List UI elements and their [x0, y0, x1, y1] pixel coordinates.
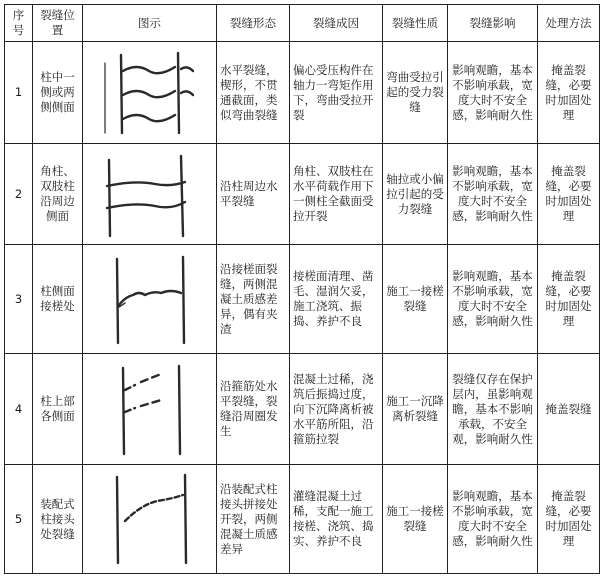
row-number: 1 — [5, 42, 33, 144]
crack-position: 柱中一侧或两侧侧面 — [33, 42, 83, 144]
crack-nature: 轴拉或小偏拉引起的受力裂缝 — [383, 144, 448, 245]
column-side-cracks-drawing — [95, 49, 205, 137]
crack-treatment: 掩盖裂缝，必要时加固处理 — [538, 245, 600, 354]
crack-impact: 影响观瞻，基本不影响承载，宽度大时不安全感，影响耐久性 — [448, 42, 538, 144]
crack-cause: 接槎面清理、凿毛、湿润欠妥，施工浇筑、振捣、养护不良 — [290, 245, 383, 354]
table-row — [5, 144, 600, 245]
header-shape: 裂缝形态 — [217, 5, 290, 42]
crack-table — [4, 4, 600, 574]
settlement-cracks-drawing — [95, 360, 205, 458]
crack-nature: 施工一接槎裂缝 — [383, 465, 448, 574]
crack-nature: 施工一接槎裂缝 — [383, 245, 448, 354]
crack-cause: 偏心受压构件在轴力一弯矩作用下，弯曲受拉开裂 — [290, 42, 383, 144]
header-no: 序号 — [5, 5, 33, 42]
header-row — [5, 5, 600, 42]
crack-treatment: 掩盖裂缝，必要时加固处理 — [538, 465, 600, 574]
table-row — [5, 465, 600, 574]
crack-shape: 沿箍筋处水平裂缝，裂缝沿周圈发生 — [217, 354, 290, 465]
crack-position: 柱上部各侧面 — [33, 354, 83, 465]
row-number: 5 — [5, 465, 33, 574]
crack-cause: 灌缝混凝土过稀，支配一施工接槎、浇筑、捣实、养护不良 — [290, 465, 383, 574]
crack-position: 柱侧面接槎处 — [33, 245, 83, 354]
crack-treatment: 掩盖裂缝 — [538, 354, 600, 465]
perimeter-cracks-drawing — [95, 150, 205, 238]
crack-position: 装配式柱接头处裂缝 — [33, 465, 83, 574]
crack-shape: 水平裂缝，楔形，不贯通截面，类似弯曲裂缝 — [217, 42, 290, 144]
table-row — [5, 42, 600, 144]
crack-shape: 沿接槎面裂缝，两侧混凝土质感差异，偶有夹渣 — [217, 245, 290, 354]
crack-position: 角柱、双肢柱沿周边侧面 — [33, 144, 83, 245]
header-treatment: 处理方法 — [538, 5, 600, 42]
crack-cause: 混凝土过稀，浇筑后振捣过度，向下沉降离析被水平筋所阻，沿箍筋拉裂 — [290, 354, 383, 465]
crack-impact: 裂缝仅存在保护层内，虽影响观瞻，基本不影响承载，不安全观，影响耐久性 — [448, 354, 538, 465]
crack-figure — [83, 354, 217, 465]
crack-figure — [83, 465, 217, 574]
precast-joint-crack-drawing — [95, 471, 205, 567]
crack-figure — [83, 245, 217, 354]
crack-cause: 角柱、双肢柱在水平荷载作用下一侧柱全截面受拉开裂 — [290, 144, 383, 245]
row-number: 4 — [5, 354, 33, 465]
table-row — [5, 245, 600, 354]
crack-shape: 沿装配式柱接头拼接处开裂，两侧混凝土质感差异 — [217, 465, 290, 574]
crack-impact: 影响观瞻，基本不影响承载，宽度大时不安全感，影响耐久性 — [448, 465, 538, 574]
crack-shape: 沿柱周边水平裂缝 — [217, 144, 290, 245]
row-number: 2 — [5, 144, 33, 245]
crack-nature: 施工一沉降离析裂缝 — [383, 354, 448, 465]
crack-figure — [83, 42, 217, 144]
crack-nature: 弯曲受拉引起的受力裂缝 — [383, 42, 448, 144]
crack-impact: 影响观瞻，基本不影响承载，宽度大时不安全感，影响耐久性 — [448, 245, 538, 354]
crack-impact: 影响观瞻，基本不影响承载，宽度大时不安全感，影响耐久性 — [448, 144, 538, 245]
crack-treatment: 掩盖裂缝，必要时加固处理 — [538, 144, 600, 245]
table-row — [5, 354, 600, 465]
crack-figure — [83, 144, 217, 245]
row-number: 3 — [5, 245, 33, 354]
header-impact: 裂缝影响 — [448, 5, 538, 42]
header-position: 裂缝位置 — [33, 5, 83, 42]
header-figure: 图示 — [83, 5, 217, 42]
joint-crack-drawing — [95, 251, 205, 347]
header-cause: 裂缝成因 — [290, 5, 383, 42]
crack-treatment: 掩盖裂缝，必要时加固处理 — [538, 42, 600, 144]
header-nature: 裂缝性质 — [383, 5, 448, 42]
